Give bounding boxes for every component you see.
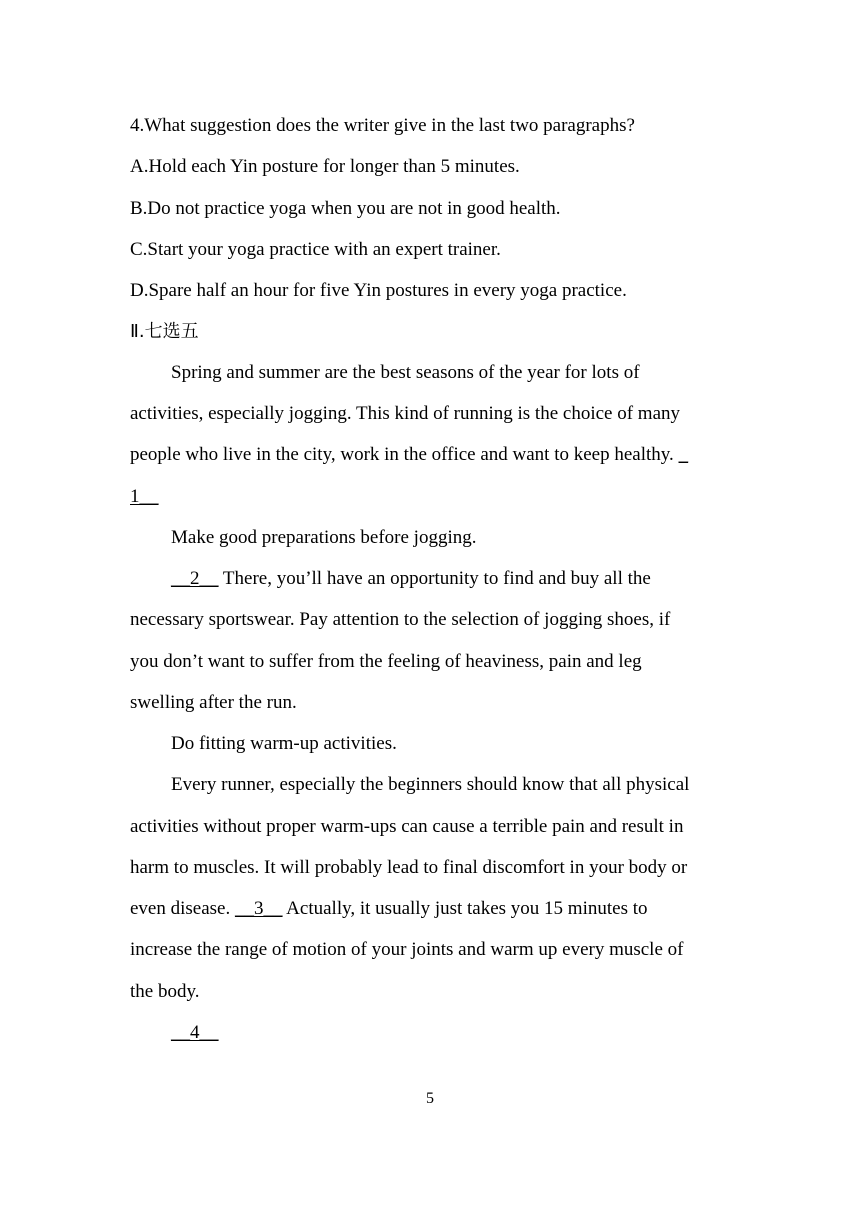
blank-4: __4__ [171, 1022, 219, 1043]
passage-line: the body. [130, 981, 200, 1002]
passage-line: harm to muscles. It will probably lead to final discomfort in your body or [130, 857, 688, 878]
blank-3: __3__ [234, 898, 283, 919]
blank-1: 1__ [130, 486, 159, 507]
passage-text: Actually, it usually just takes you 15 minutes to [282, 898, 648, 919]
passage-line: swelling after the run. [130, 692, 297, 713]
option-c: C.Start your yoga practice with an expert trainer. [130, 239, 501, 260]
option-b: B.Do not practice yoga when you are not in good health. [130, 198, 561, 219]
subheading-warm-up: Do fitting warm-up activities. [171, 733, 397, 754]
question-stem: 4.What suggestion does the writer give in the last two paragraphs? [130, 115, 635, 136]
passage-line: Every runner, especially the beginners should know that all physical [171, 774, 690, 795]
passage-line: necessary sportswear. Pay attention to the selection of jogging shoes, if [130, 609, 671, 630]
passage-text: There, you’ll have an opportunity to find and buy all the [218, 568, 651, 589]
passage-text: even disease. [130, 898, 235, 919]
option-a: A.Hold each Yin posture for longer than 5 minutes. [130, 156, 520, 177]
blank-1-lead: _ [678, 444, 689, 465]
subheading-preparations: Make good preparations before jogging. [171, 527, 477, 548]
passage-text: people who live in the city, work in the office and want to keep healthy. [130, 444, 674, 465]
passage-line: increase the range of motion of your joints and warm up every muscle of [130, 939, 684, 960]
page-number: 5 [426, 1090, 434, 1107]
passage-line: activities, especially jogging. This kind of running is the choice of many [130, 403, 681, 424]
passage-line: you don’t want to suffer from the feeling of heaviness, pain and leg [130, 651, 642, 672]
blank-2: __2__ [171, 568, 219, 589]
passage-line: Spring and summer are the best seasons of the year for lots of [171, 362, 640, 383]
section-heading: Ⅱ.七选五 [130, 321, 199, 342]
passage-line [171, 567, 651, 591]
passage-line [130, 897, 648, 921]
passage-line: activities without proper warm-ups can cause a terrible pain and result in [130, 816, 684, 837]
option-d: D.Spare half an hour for five Yin postures in every yoga practice. [130, 280, 627, 301]
passage-line [130, 443, 688, 467]
